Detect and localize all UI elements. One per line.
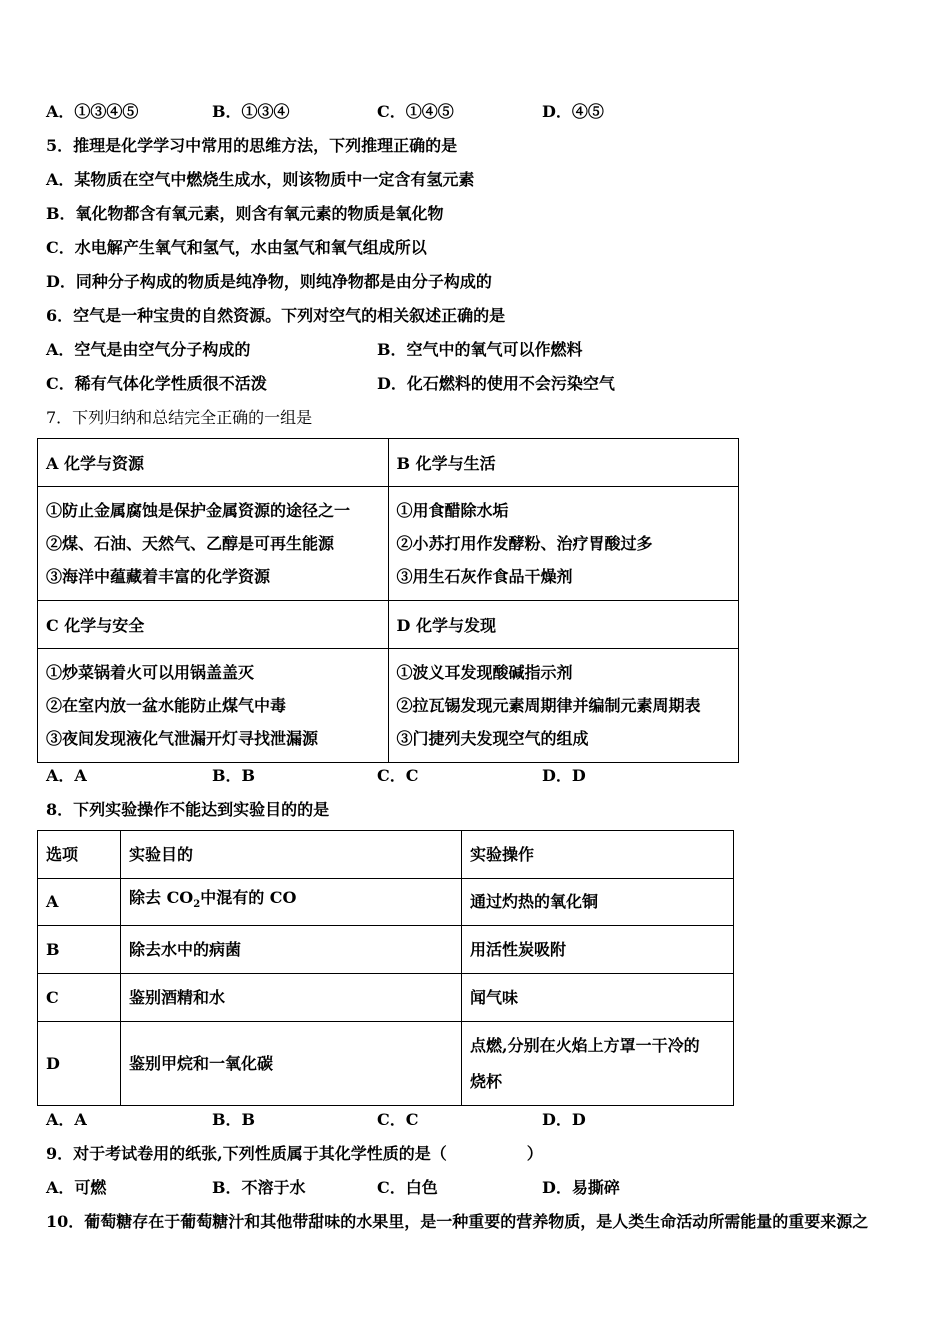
q7-table bbox=[37, 438, 739, 763]
q7-b-item: ①用食醋除水垢 bbox=[396, 501, 509, 520]
q7-option-c: C．C bbox=[377, 766, 419, 785]
q8-option-a: A．A bbox=[46, 1110, 87, 1129]
q7-d-item: ③门捷列夫发现空气的组成 bbox=[396, 729, 589, 748]
table-row bbox=[38, 1022, 734, 1106]
q8-goal-pre: 除去 CO bbox=[129, 888, 194, 908]
q6-option-c: C．稀有气体化学性质很不活泼 bbox=[46, 374, 267, 393]
q5-stem: 5．推理是化学学习中常用的思维方法，下列推理正确的是 bbox=[46, 136, 458, 155]
q6-stem: 6．空气是一种宝贵的自然资源。下列对空气的相关叙述正确的是 bbox=[46, 306, 506, 325]
q8-header-option: 选项 bbox=[38, 831, 121, 879]
q8-option-d: D．D bbox=[542, 1110, 586, 1129]
q7-c-item: ③夜间发现液化气泄漏开灯寻找泄漏源 bbox=[46, 729, 319, 748]
q8-row-option: C bbox=[38, 974, 121, 1022]
q8-row-option: A bbox=[38, 879, 121, 926]
q9-option-c: C．白色 bbox=[377, 1178, 438, 1197]
q8-op-line: 烧杯 bbox=[470, 1071, 503, 1091]
q7-cell-b-head: B 化学与生活 bbox=[388, 439, 739, 487]
q9-option-b: B．不溶于水 bbox=[212, 1178, 306, 1197]
q8-header-goal: 实验目的 bbox=[121, 831, 462, 879]
q8-row-operation: 闻气味 bbox=[462, 974, 734, 1022]
q5-option-a: A．某物质在空气中燃烧生成水，则该物质中一定含有氢元素 bbox=[46, 170, 475, 189]
q7-option-a: A．A bbox=[46, 766, 87, 785]
q8-row-goal: 鉴别甲烷和一氧化碳 bbox=[121, 1022, 462, 1106]
table-row bbox=[38, 926, 734, 974]
q7-a-item: ③海洋中蕴藏着丰富的化学资源 bbox=[46, 567, 271, 586]
q8-option-b: B．B bbox=[212, 1110, 256, 1129]
q7-cell-d-head: D 化学与发现 bbox=[388, 601, 739, 649]
table-row bbox=[38, 879, 734, 926]
q8-row-operation bbox=[462, 1022, 734, 1106]
q7-b-item: ③用生石灰作食品干燥剂 bbox=[396, 567, 573, 586]
q7-d-item: ①波义耳发现酸碱指示剂 bbox=[396, 663, 573, 682]
q8-row-goal: 除去水中的病菌 bbox=[121, 926, 462, 974]
q5-option-d: D．同种分子构成的物质是纯净物，则纯净物都是由分子构成的 bbox=[46, 272, 492, 291]
q7-option-b: B．B bbox=[212, 766, 256, 785]
q4-option-a: A．①③④⑤ bbox=[46, 102, 139, 121]
q7-cell-c-head: C 化学与安全 bbox=[38, 601, 389, 649]
q7-cell-d-items bbox=[388, 649, 739, 763]
q5-option-c: C．水电解产生氧气和氢气，水由氢气和氧气组成所以 bbox=[46, 238, 427, 257]
q7-d-item: ②拉瓦锡发现元素周期律并编制元素周期表 bbox=[396, 696, 701, 715]
q7-cell-a-head: A 化学与资源 bbox=[38, 439, 389, 487]
q8-row-operation: 用活性炭吸附 bbox=[462, 926, 734, 974]
q7-a-item: ②煤、石油、天然气、乙醇是可再生能源 bbox=[46, 534, 335, 553]
q8-row-goal: 鉴别酒精和水 bbox=[121, 974, 462, 1022]
q7-cell-a-items bbox=[38, 487, 389, 601]
q7-cell-c-items bbox=[38, 649, 389, 763]
q4-option-c: C．①④⑤ bbox=[377, 102, 454, 121]
q6-option-d: D．化石燃料的使用不会污染空气 bbox=[377, 374, 615, 393]
q9-option-a: A．可燃 bbox=[46, 1178, 107, 1197]
q7-a-item: ①防止金属腐蚀是保护金属资源的途径之一 bbox=[46, 501, 351, 520]
q8-row-goal bbox=[121, 879, 462, 926]
q8-stem: 8．下列实验操作不能达到实验目的的是 bbox=[46, 800, 330, 819]
q7-stem: 7．下列归纳和总结完全正确的一组是 bbox=[46, 408, 313, 427]
q7-cell-b-items bbox=[388, 487, 739, 601]
q5-option-b: B．氧化物都含有氧元素，则含有氧元素的物质是氧化物 bbox=[46, 204, 444, 223]
q8-option-c: C．C bbox=[377, 1110, 419, 1129]
q7-c-item: ①炒菜锅着火可以用锅盖盖灭 bbox=[46, 663, 255, 682]
q8-goal-sub: 2 bbox=[193, 899, 201, 911]
q9-option-d: D．易撕碎 bbox=[542, 1178, 620, 1197]
q8-table bbox=[37, 830, 734, 1106]
q4-option-b: B．①③④ bbox=[212, 102, 290, 121]
q6-option-b: B．空气中的氧气可以作燃料 bbox=[377, 340, 583, 359]
q4-option-d: D．④⑤ bbox=[542, 102, 604, 121]
q8-row-option: B bbox=[38, 926, 121, 974]
q9-stem: 9．对于考试卷用的纸张,下列性质属于其化学性质的是（ ） bbox=[46, 1144, 543, 1163]
table-row bbox=[38, 974, 734, 1022]
q8-row-operation: 通过灼热的氧化铜 bbox=[462, 879, 734, 926]
q8-header-operation: 实验操作 bbox=[462, 831, 734, 879]
q8-op-line: 点燃,分别在火焰上方罩一干冷的 bbox=[470, 1035, 700, 1055]
q7-option-d: D．D bbox=[542, 766, 586, 785]
q8-row-option: D bbox=[38, 1022, 121, 1106]
q10-stem: 10．葡萄糖存在于葡萄糖汁和其他带甜味的水果里，是一种重要的营养物质，是人类生命活动所需能量的重要来源之 bbox=[46, 1212, 869, 1231]
q6-option-a: A．空气是由空气分子构成的 bbox=[46, 340, 251, 359]
q7-c-item: ②在室内放一盆水能防止煤气中毒 bbox=[46, 696, 287, 715]
q8-goal-post: 中混有的 CO bbox=[200, 888, 297, 908]
q7-b-item: ②小苏打用作发酵粉、治疗胃酸过多 bbox=[396, 534, 653, 553]
